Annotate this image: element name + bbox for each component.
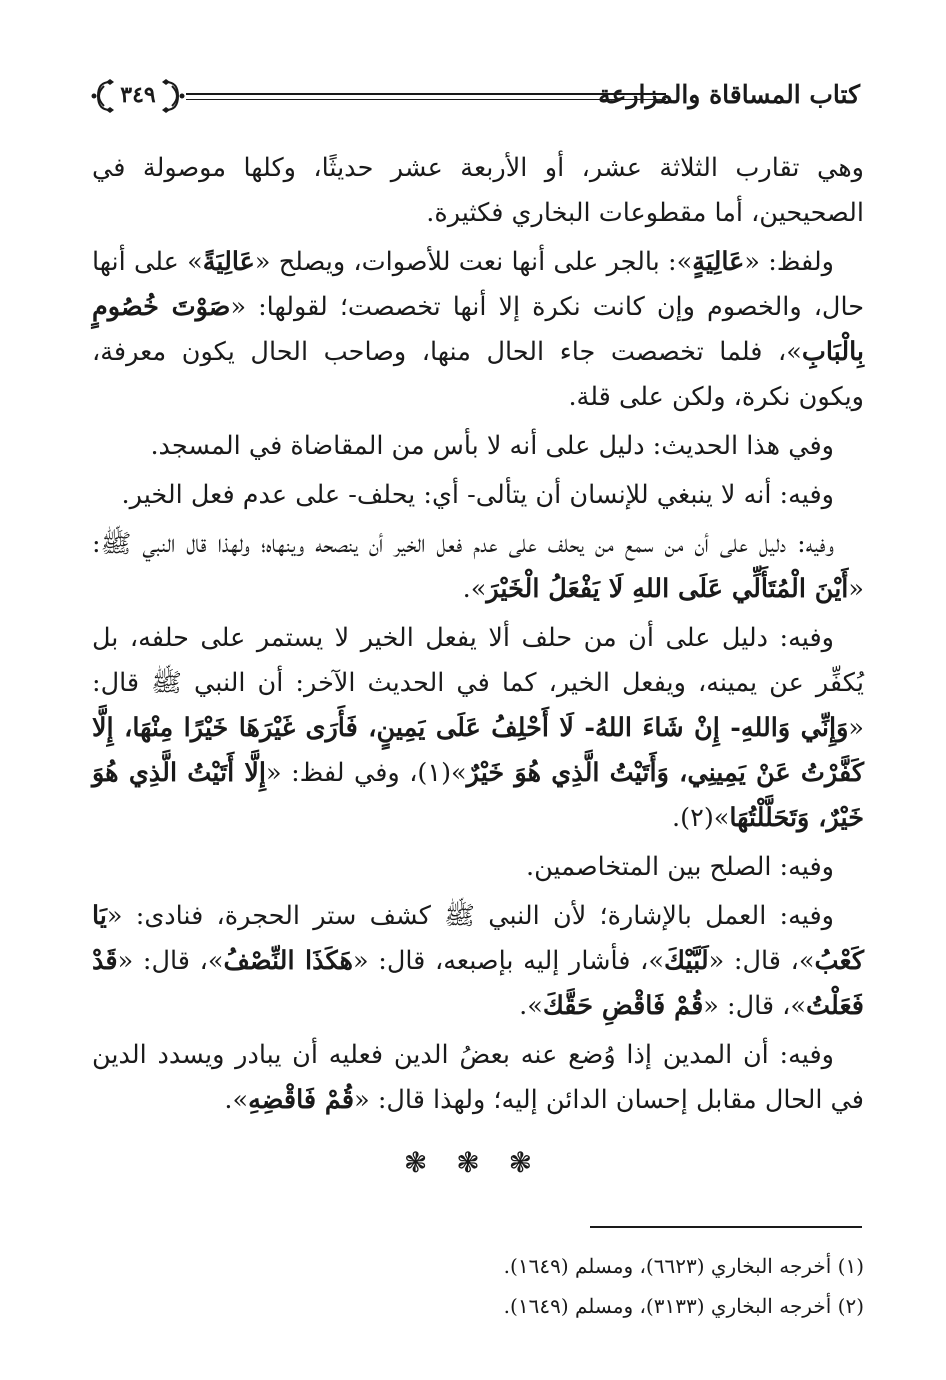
text-segment: وفيه: العمل بالإشارة؛ لأن النبي ﷺ كشف ستر الحجرة، فنادى: « [106, 901, 834, 931]
footnote: (٢) أخرجه البخاري (٣١٣٣)، ومسلم (١٦٤٩). [503, 1294, 864, 1318]
page-number: ٣٤٩ [120, 82, 156, 108]
text-segment: وهي تقارب الثلاثة عشر، أو الأربعة عشر حديثًا، وكلها موصولة في الصحيحين، أما مقطوعات البخاري فكثيرة. [92, 153, 864, 228]
hadith-quote: عَالِيَةً [202, 247, 255, 277]
text-segment: »: بالجر على أنها نعت للأصوات، ويصلح « [254, 247, 693, 277]
text-segment: »، قال: « [117, 946, 224, 976]
footnote-rule [590, 1226, 862, 1228]
text-segment: » على أنها حال، والخصوم وإن كانت نكرة إلا أنها تخصصت؛ لقولها: « [92, 247, 864, 322]
paragraph [92, 1033, 864, 1123]
text-segment: »(١)، وفي لفظ: « [266, 758, 467, 788]
text-segment: ». [224, 1085, 249, 1115]
hadith-quote: قَدْ فَعَلْتُ [92, 946, 864, 1021]
book-title: كتاب المساقاة والمزارعة [598, 80, 860, 109]
text-segment: »(٢). [672, 803, 730, 833]
text-segment: »، قال: « [708, 946, 815, 976]
hadith-quote: قُمْ فَاقْضِ حَقَّكَ [542, 991, 704, 1021]
paragraph [92, 845, 864, 890]
paragraph [92, 522, 864, 612]
hadith-quote: هَكَذَا النِّصْفُ [223, 946, 353, 976]
text-segment: ولفظ: « [744, 247, 834, 277]
hadith-quote: أَيْنَ الْمُتَأَلِّي عَلَى اللهِ لَا يَفْعَلُ الْخَيْرَ [486, 574, 849, 604]
paragraph [92, 894, 864, 1029]
footnotes [92, 1246, 864, 1326]
text-segment: »، قال: « [703, 991, 807, 1021]
hadith-quote: وَإِنِّي وَاللهِ- إِنْ شَاءَ اللهُ- لَا أَحْلِفُ عَلَى يَمِينٍ، فَأَرَى غَيْرَهَا خَيْرًا مِنْهَا، إِلَّا كَفَّرْتُ عَنْ يَمِينِي، وَأَتَيْتُ الَّذِي هُوَ خَيْرٌ [92, 713, 865, 788]
header-rule-thin [186, 99, 666, 100]
paragraph [92, 616, 864, 841]
paragraph [92, 146, 864, 236]
hadith-quote: صَوْتَ خُصُومٍ بِالْبَابِ [92, 292, 864, 367]
text-segment: وفيه: الصلح بين المتخاصمين. [526, 852, 834, 882]
text-segment: »، فأشار إليه بإصبعه، قال: « [352, 946, 664, 976]
hadith-quote: قُمْ فَاقْضِهِ [248, 1085, 355, 1115]
text-segment: وفيه: دليل على أن من حلف ألا يفعل الخير لا يستمر على حلفه، بل يُكفِّر عن يمينه، ويفعل الخير، كما في الحديث الآخر: أن النبي ﷺ قال: « [92, 623, 864, 743]
hadith-quote: عَالِيَةٍ [692, 247, 745, 277]
text-segment: ». [462, 574, 487, 604]
text-segment: »، فلما تخصصت جاء الحال منها، وصاحب الحال يكون معرفة، ويكون نكرة، ولكن على قلة. [92, 337, 864, 412]
hadith-quote: لَبَّيْكَ [663, 946, 709, 976]
text-segment: وفيه: دليل على أن من سمع من يحلف على عدم فعل الخير أن ينصحه وينهاه؛ ولهذا قال النبي ﷺ: « [92, 529, 864, 604]
main-text [92, 146, 864, 1127]
hadith-quote: يَا كَعْبُ [92, 901, 864, 976]
text-segment: وفي هذا الحديث: دليل على أنه لا بأس من المقاضاة في المسجد. [150, 431, 834, 461]
text-segment: ». [519, 991, 543, 1021]
text-segment: وفيه: أنه لا ينبغي للإنسان أن يتألى- أي: يحلف- على عدم فعل الخير. [121, 480, 834, 510]
paragraph [92, 424, 864, 469]
paragraph [92, 473, 864, 518]
text-segment: وفيه: أن المدين إذا وُضع عنه بعضُ الدين فعليه أن يبادر ويسدد الدين في الحال مقابل إحسان الدائن إليه؛ ولهذا قال: « [92, 1040, 864, 1115]
paragraph [92, 240, 864, 420]
hadith-quote: إِلَّا أَتَيْتُ الَّذِي هُوَ خَيْرٌ، وَتَحَلَّلْتُهَا [92, 758, 864, 833]
section-separator: ❃ ❃ ❃ [403, 1146, 543, 1179]
footnote: (١) أخرجه البخاري (٦٦٢٣)، ومسلم (١٦٤٩). [503, 1254, 864, 1278]
header-rule [186, 93, 666, 95]
page-number-ornament [90, 76, 186, 116]
page-header [90, 76, 860, 120]
